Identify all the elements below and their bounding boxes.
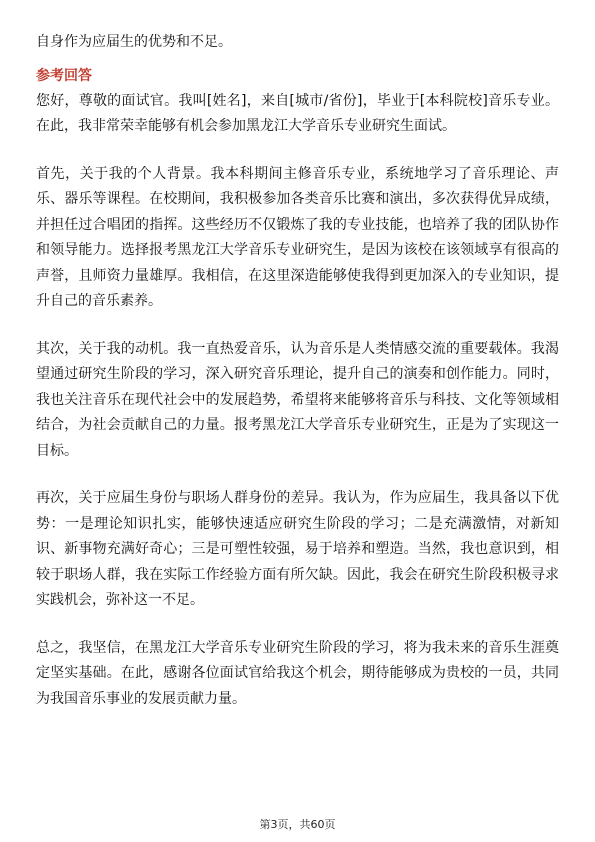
document-page xyxy=(36,30,559,712)
page-number: 第3页，共60页 xyxy=(259,818,336,831)
paragraph-background: 首先，关于我的个人背景。我本科期间主修音乐专业，系统地学习了音乐理论、声乐、器乐等课程。在校期间，我积极参加各类音乐比赛和演出，多次获得优异成绩，并担任过合唱团的指挥。这些经历不仅锻炼了我的专业技能，也培养了我的团队协作和领导能力。选择报考黑龙江大学音乐专业研究生，是因为该校在该领域享有很高的声誉，且师资力量雄厚。我相信，在这里深造能够使我得到更加深入的专业知识，提升自己的音乐素养。 xyxy=(36,165,559,309)
intro-line: 自身作为应届生的优势和不足。 xyxy=(36,34,232,50)
answer-heading: 参考回答 xyxy=(36,67,92,84)
paragraph-strengths: 再次，关于应届生身份与职场人群身份的差异。我认为，作为应届生，我具备以下优势：一是理论知识扎实，能够快速适应研究生阶段的学习；二是充满激情，对新知识、新事物充满好奇心；三是可塑性较强，易于培养和塑造。当然，我也意识到，相较于职场人群，我在实际工作经验方面有所欠缺。因此，我会在研究生阶段积极寻求实践机会，弥补这一不足。 xyxy=(36,490,559,608)
paragraph-greeting: 您好，尊敬的面试官。我叫[姓名]，来自[城市/省份]，毕业于[本科院校]音乐专业。在此，我非常荣幸能够有机会参加黑龙江大学音乐专业研究生面试。 xyxy=(36,92,559,134)
paragraph-conclusion: 总之，我坚信，在黑龙江大学音乐专业研究生阶段的学习，将为我未来的音乐生涯奠定坚实基础。在此，感谢各位面试官给我这个机会，期待能够成为贵校的一员，共同为我国音乐事业的发展贡献力量。 xyxy=(36,639,559,707)
paragraph-motivation: 其次，关于我的动机。我一直热爱音乐，认为音乐是人类情感交流的重要载体。我渴望通过研究生阶段的学习，深入研究音乐理论，提升自己的演奏和创作能力。同时，我也关注音乐在现代社会中的发展趋势，希望将来能够将音乐与科技、文化等领域相结合，为社会贡献自己的力量。报考黑龙江大学音乐专业研究生，正是为了实现这一目标。 xyxy=(36,340,559,459)
